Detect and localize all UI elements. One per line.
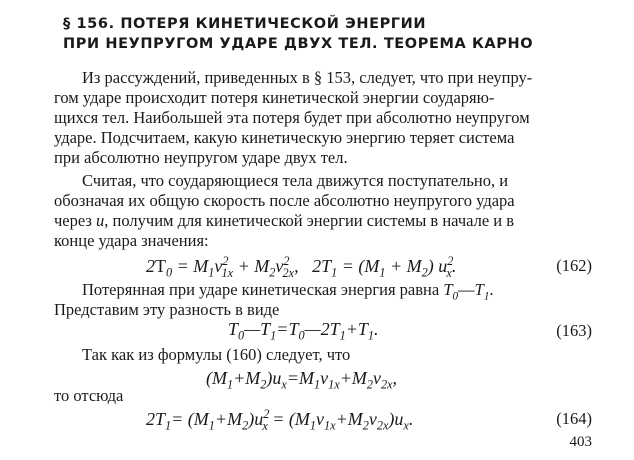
paragraph-1-line-3: щихся тел. Наибольшей эта потеря будет при абсолютно неупругом [54,108,530,127]
section-heading-line-1: § 156. ПОТЕРЯ КИНЕТИЧЕСКОЙ ЭНЕРГИИ [63,16,427,32]
paragraph-1-line-1: Из рассуждений, приведенных в § 153, следует, что при неупру- [82,68,533,87]
section-heading-line-2: ПРИ НЕУПРУГОМ УДАРЕ ДВУХ ТЕЛ. ТЕОРЕМА КАРНО [63,36,534,52]
formula-163: $T_0—T_1=T_0—2T_1+T_1$. [228,319,379,343]
paragraph-2-line-4: конце удара значения: [54,231,209,250]
paragraph-3-line-1: Потерянная при ударе кинетическая энергия равна $T_0—T_1$. [82,280,494,303]
paragraph-1-line-2: гом ударе происходит потеря кинетической энергии соударяю- [54,88,495,107]
equation-number-164: (164) [556,409,592,428]
equation-number-162: (162) [556,256,592,275]
equation-number-163: (163) [556,321,592,340]
text-prefix: через [54,211,97,230]
velocity-variable: u [96,211,105,230]
paragraph-2-line-3 [54,211,514,231]
paragraph-1-line-4: ударе. Подсчитаем, какую кинетическую энергию теряет система [54,128,515,147]
formula-164: $2T_1= (M_1+M_2)u^2_x = (M_1v_{1x}+M_2v_{2x})u_x$. [146,407,414,433]
paragraph-4: Так как из формулы (160) следует, что [82,345,351,364]
text-suffix: , получим для кинетической энергии системы в начале и в [104,211,515,230]
paragraph-2-line-2: обозначая их общую скорость после абсолютно неупругого удара [54,191,515,210]
paragraph-1-line-5: при абсолютно неупругом ударе двух тел. [54,148,348,167]
page-number: 403 [569,434,592,450]
formula-162: $2T_0 = M_1v^2_{1x} + M_2v^2_{2x}$, $2T_1 = (M_1 + M_2)$ $u^2_x$. [146,254,457,280]
paragraph-5: то отсюда [54,386,124,405]
paragraph-2-line-1: Считая, что соударяющиеся тела движутся поступательно, и [82,171,509,190]
formula-momentum: $(M_1+M_2)u_x=M_1v_{1x}+M_2v_{2x}$, [206,368,398,392]
paragraph-3-line-2: Представим эту разность в виде [54,300,280,319]
text-part: Потерянная при ударе кинетическая энергия равна [82,280,444,299]
